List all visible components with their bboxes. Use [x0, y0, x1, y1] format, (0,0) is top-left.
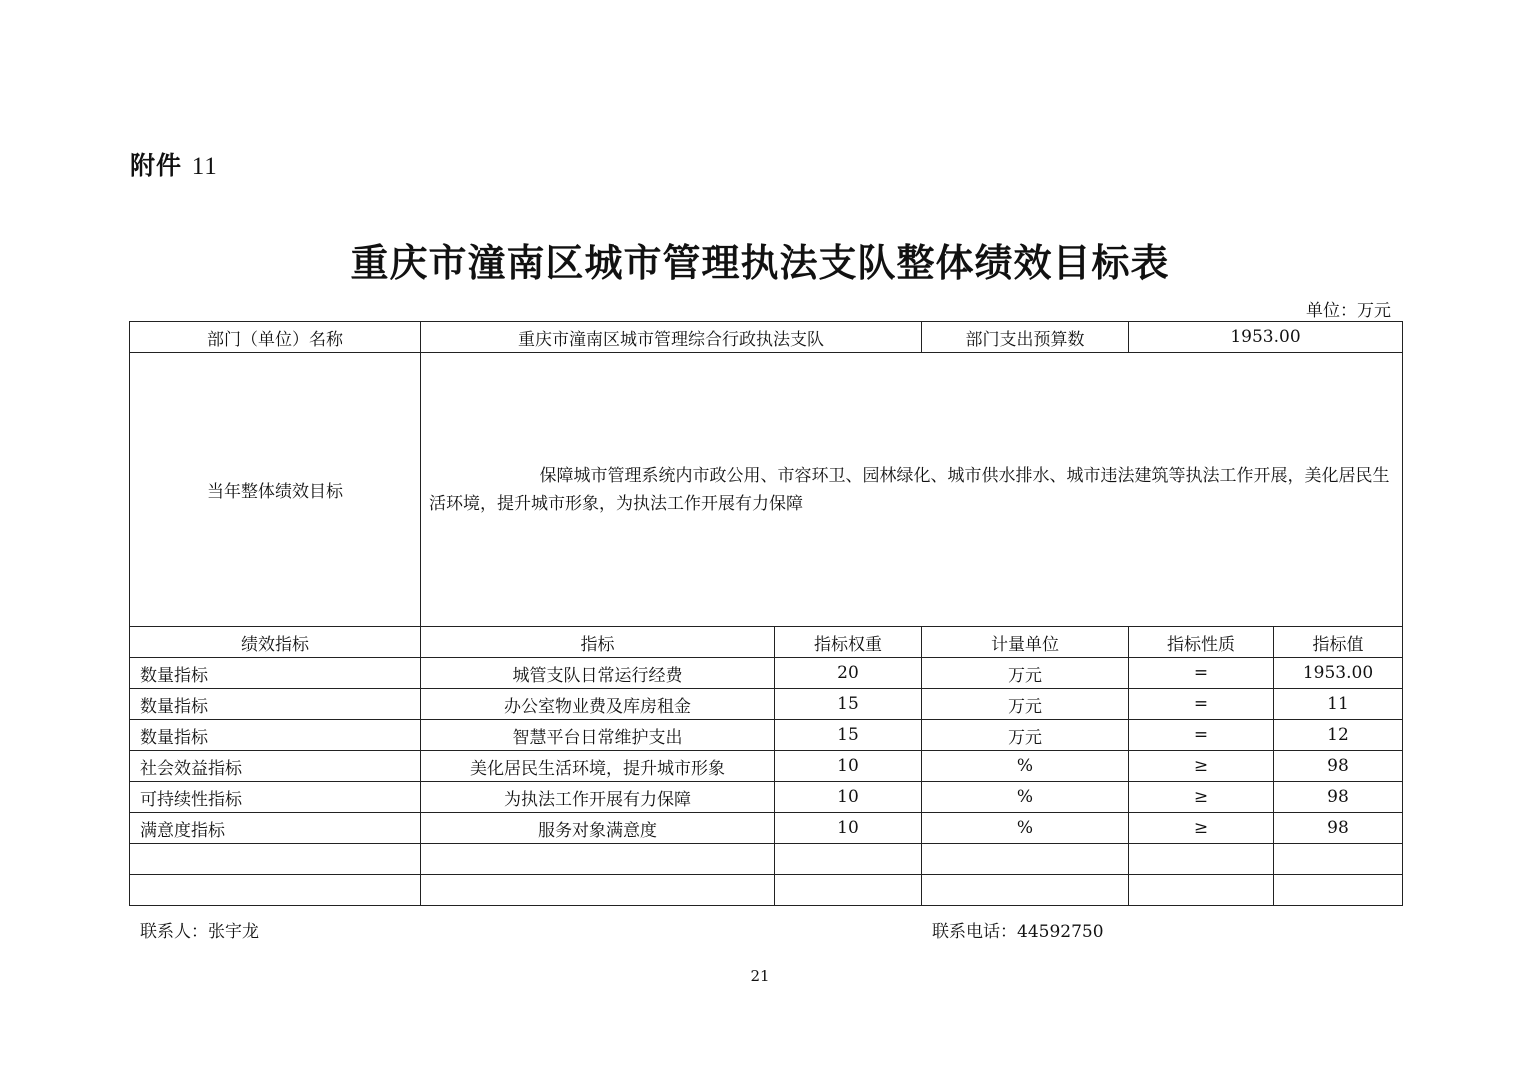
table-row [130, 782, 1403, 813]
empty-cell [421, 875, 775, 906]
indicator-value: 98 [1274, 813, 1403, 844]
indicator-category: 数量指标 [130, 658, 421, 689]
indicator-unit: % [922, 782, 1129, 813]
indicator-unit: % [922, 751, 1129, 782]
table-row [130, 751, 1403, 782]
budget-label: 部门支出预算数 [922, 322, 1129, 353]
indicator-weight: 15 [775, 720, 922, 751]
empty-cell [922, 875, 1129, 906]
empty-cell [1274, 875, 1403, 906]
indicator-name: 为执法工作开展有力保障 [421, 782, 775, 813]
page-title: 重庆市潼南区城市管理执法支队整体绩效目标表 [350, 240, 1170, 285]
indicator-name: 美化居民生活环境，提升城市形象 [421, 751, 775, 782]
indicator-name: 城管支队日常运行经费 [421, 658, 775, 689]
column-header-row [130, 627, 1403, 658]
column-header: 计量单位 [922, 627, 1129, 658]
empty-cell [775, 875, 922, 906]
column-header: 指标权重 [775, 627, 922, 658]
indicator-nature: = [1129, 689, 1274, 720]
empty-cell [775, 844, 922, 875]
attachment-number: 11 [191, 153, 218, 180]
table-row [130, 813, 1403, 844]
indicator-category: 数量指标 [130, 720, 421, 751]
indicator-value: 98 [1274, 751, 1403, 782]
indicator-nature: = [1129, 720, 1274, 751]
indicator-unit: 万元 [922, 689, 1129, 720]
empty-row [130, 844, 1403, 875]
goal-text: 保障城市管理系统内市政公用、市容环卫、园林绿化、城市供水排水、城市违法建筑等执法工作开展，美化居民生活环境，提升城市形象，为执法工作开展有力保障 [421, 353, 1403, 627]
indicator-unit: % [922, 813, 1129, 844]
empty-cell [130, 875, 421, 906]
column-header: 指标值 [1274, 627, 1403, 658]
indicator-weight: 20 [775, 658, 922, 689]
indicator-name: 办公室物业费及库房租金 [421, 689, 775, 720]
indicator-name: 服务对象满意度 [421, 813, 775, 844]
attachment-label [130, 146, 218, 182]
page-number: 21 [750, 967, 770, 985]
indicator-nature: ≥ [1129, 813, 1274, 844]
table-row [130, 720, 1403, 751]
contact-phone: 联系电话：44592750 [932, 922, 1104, 942]
indicator-nature: ≥ [1129, 782, 1274, 813]
performance-table [129, 321, 1403, 906]
contact-person: 联系人：张宇龙 [140, 922, 259, 942]
indicator-nature: ≥ [1129, 751, 1274, 782]
indicator-nature: = [1129, 658, 1274, 689]
indicator-weight: 10 [775, 782, 922, 813]
empty-cell [1274, 844, 1403, 875]
indicator-weight: 10 [775, 813, 922, 844]
column-header: 指标 [421, 627, 775, 658]
column-header: 指标性质 [1129, 627, 1274, 658]
indicator-category: 可持续性指标 [130, 782, 421, 813]
dept-label: 部门（单位）名称 [130, 322, 421, 353]
indicator-category: 社会效益指标 [130, 751, 421, 782]
indicator-name: 智慧平台日常维护支出 [421, 720, 775, 751]
indicator-value: 12 [1274, 720, 1403, 751]
empty-cell [421, 844, 775, 875]
table-row [130, 689, 1403, 720]
goal-row [130, 353, 1403, 627]
empty-cell [922, 844, 1129, 875]
indicator-weight: 15 [775, 689, 922, 720]
attachment-word: 附件 [130, 151, 183, 180]
empty-cell [130, 844, 421, 875]
empty-cell [1129, 875, 1274, 906]
indicator-value: 11 [1274, 689, 1403, 720]
empty-row [130, 875, 1403, 906]
dept-value: 重庆市潼南区城市管理综合行政执法支队 [421, 322, 922, 353]
header-row [130, 322, 1403, 353]
table-row [130, 658, 1403, 689]
budget-value: 1953.00 [1129, 322, 1403, 353]
empty-cell [1129, 844, 1274, 875]
goal-label: 当年整体绩效目标 [130, 353, 421, 627]
column-header: 绩效指标 [130, 627, 421, 658]
indicator-unit: 万元 [922, 720, 1129, 751]
unit-note: 单位：万元 [1306, 301, 1391, 321]
indicator-unit: 万元 [922, 658, 1129, 689]
indicator-value: 98 [1274, 782, 1403, 813]
indicator-category: 数量指标 [130, 689, 421, 720]
indicator-weight: 10 [775, 751, 922, 782]
indicator-value: 1953.00 [1274, 658, 1403, 689]
indicator-category: 满意度指标 [130, 813, 421, 844]
